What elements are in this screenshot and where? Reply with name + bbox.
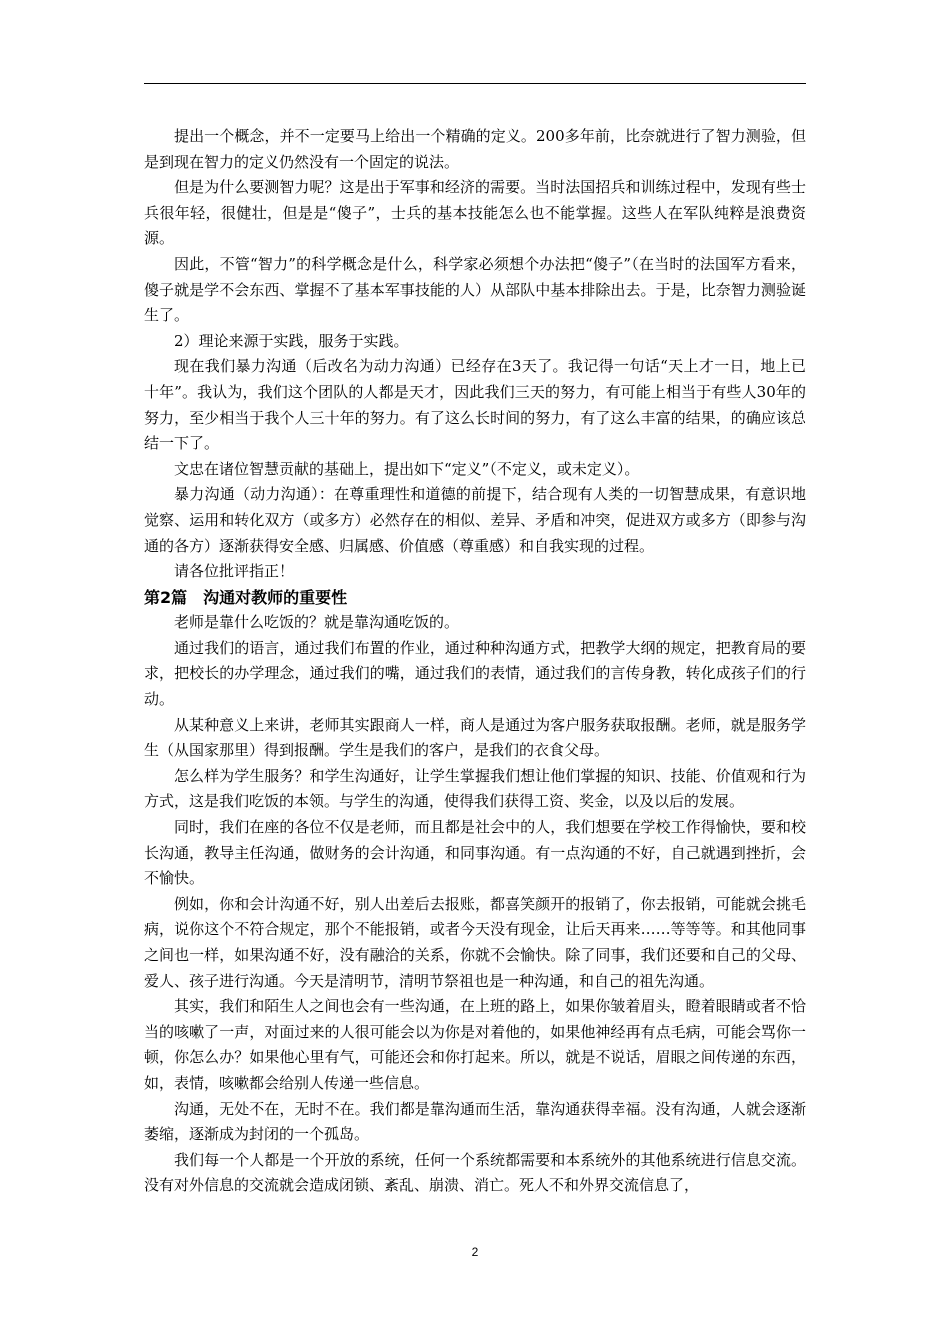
header-rule bbox=[144, 83, 806, 84]
section-heading: 第2篇 沟通对教师的重要性 bbox=[144, 587, 348, 607]
paragraph: 提出一个概念，并不一定要马上给出一个精确的定义。200多年前，比奈就进行了智力测验，但是到现在智力的定义仍然没有一个固定的说法。 bbox=[144, 127, 806, 171]
paragraph: 同时，我们在座的各位不仅是老师，而且都是社会中的人，我们想要在学校工作得愉快，要和校长沟通，教导主任沟通，做财务的会计沟通，和同事沟通。有一点沟通的不好，自己就遇到挫折，会不愉快。 bbox=[144, 818, 806, 888]
paragraph: 沟通，无处不在，无时不在。我们都是靠沟通而生活，靠沟通获得幸福。没有沟通，人就会逐渐萎缩，逐渐成为封闭的一个孤岛。 bbox=[144, 1099, 806, 1144]
paragraph: 例如，你和会计沟通不好，别人出差后去报账，都喜笑颜开的报销了，你去报销，可能就会挑毛病，说你这个不符合规定，那个不能报销，或者今天没有现金，让后天再来……等等等。和其他同事之间也一样，如果沟通不好，没有融洽的关系，你就不会愉快。除了同事，我们还要和自己的父母、爱人、孩子进行沟通。今天是清明节，清明节祭祖也是一种沟通，和自己的祖先沟通。 bbox=[144, 894, 806, 990]
page-number: 2 bbox=[471, 1245, 479, 1259]
paragraph: 从某种意义上来讲，老师其实跟商人一样，商人是通过为客户服务获取报酬。老师，就是服务学生（从国家那里）得到报酬。学生是我们的客户，是我们的衣食父母。 bbox=[144, 715, 806, 760]
paragraph: 请各位批评指正！ bbox=[174, 562, 295, 581]
paragraph: 暴力沟通（动力沟通）：在尊重理性和道德的前提下，结合现有人类的一切智慧成果，有意识地觉察、运用和转化双方（或多方）必然存在的相似、差异、矛盾和冲突，促进双方或多方（即参与沟通的各方）逐渐获得安全感、归属感、价值感（尊重感）和自我实现的过程。 bbox=[144, 485, 806, 555]
paragraph: 现在我们暴力沟通（后改名为动力沟通）已经存在3天了。我记得一句话“天上才一日，地上已十年”。我认为，我们这个团队的人都是天才，因此我们三天的努力，有可能上相当于有些人30年的努力，至少相当于我个人三十年的努力。有了这么长时间的努力，有了这么丰富的结果，的确应该总结一下了。 bbox=[144, 357, 806, 453]
paragraph: 我们每一个人都是一个开放的系统，任何一个系统都需要和本系统外的其他系统进行信息交流。没有对外信息的交流就会造成闭锁、紊乱、崩溃、消亡。死人不和外界交流信息了， bbox=[144, 1150, 806, 1195]
paragraph: 但是为什么要测智力呢？这是出于军事和经济的需要。当时法国招兵和训练过程中，发现有些士兵很年轻，很健壮，但是是“傻子”，士兵的基本技能怎么也不能掌握。这些人在军队纯粹是浪费资源。 bbox=[144, 178, 806, 248]
paragraph: 因此，不管“智力”的科学概念是什么，科学家必须想个办法把“傻子”（在当时的法国军方看来，傻子就是学不会东西、掌握不了基本军事技能的人）从部队中基本排除出去。于是，比奈智力测验诞生了。 bbox=[144, 254, 806, 325]
paragraph: 怎么样为学生服务？和学生沟通好，让学生掌握我们想让他们掌握的知识、技能、价值观和行为方式，这是我们吃饭的本领。与学生的沟通，使得我们获得工资、奖金，以及以后的发展。 bbox=[144, 766, 806, 811]
page-body bbox=[144, 124, 806, 1199]
paragraph: 文忠在诸位智慧贡献的基础上，提出如下“定义”（不定义，或未定义）。 bbox=[174, 459, 640, 478]
paragraph: 2）理论来源于实践，服务于实践。 bbox=[174, 331, 409, 350]
paragraph: 其实，我们和陌生人之间也会有一些沟通，在上班的路上，如果你皱着眉头，瞪着眼睛或者不恰当的咳嗽了一声，对面过来的人很可能会以为你是对着他的，如果他神经再有点毛病，可能会骂你一顿，你怎么办？如果他心里有气，可能还会和你打起来。所以，就是不说话，眉眼之间传递的东西，如，表情，咳嗽都会给别人传递一些信息。 bbox=[144, 997, 806, 1092]
paragraph: 通过我们的语言，通过我们布置的作业，通过种种沟通方式，把教学大纲的规定，把教育局的要求，把校长的办学理念，通过我们的嘴，通过我们的表情，通过我们的言传身教，转化成孩子们的行动。 bbox=[144, 638, 806, 709]
paragraph: 老师是靠什么吃饭的？就是靠沟通吃饭的。 bbox=[174, 613, 460, 632]
